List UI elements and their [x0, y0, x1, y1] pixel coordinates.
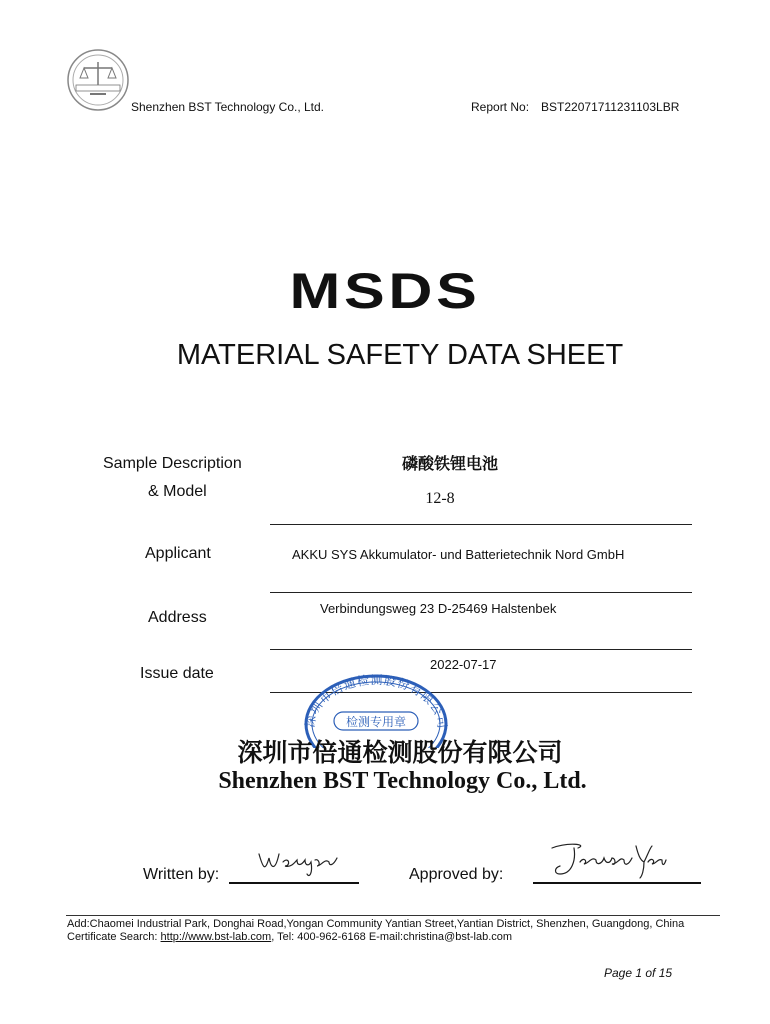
applicant-label: Applicant [145, 545, 211, 562]
approved-by-line [533, 882, 701, 884]
issue-date-label: Issue date [140, 665, 214, 682]
sample-description-value: 磷酸铁锂电池 [401, 454, 498, 473]
written-by-line [229, 882, 359, 884]
company-logo [66, 48, 130, 112]
footer-contact [67, 931, 512, 943]
report-label: Report No: [471, 100, 530, 114]
footer-address: Add:Chaomei Industrial Park, Donghai Road,Yongan Community Yantian Street,Yantian District, Shenzhen, Guangdong, China [67, 918, 685, 930]
divider [270, 592, 692, 593]
model-value: 12-8 [425, 490, 455, 507]
address-value: Verbindungsweg 23 D-25469 Halstenbek [320, 601, 557, 616]
report-number-value: BST22071711231103LBR [541, 100, 680, 114]
written-by-label: Written by: [143, 866, 220, 883]
address-label: Address [148, 609, 207, 626]
divider [270, 524, 692, 525]
issue-date-value: 2022-07-17 [430, 657, 497, 672]
stamp-outer-text: 深圳市倍通检测股份有限公司 [302, 672, 450, 731]
document-subtitle: MATERIAL SAFETY DATA SHEET [176, 339, 624, 371]
approved-by-label: Approved by: [409, 866, 504, 883]
company-name-english: Shenzhen BST Technology Co., Ltd. [218, 768, 587, 794]
document-title: MSDS [289, 263, 481, 319]
header-company-name: Shenzhen BST Technology Co., Ltd. [131, 100, 325, 114]
footer-divider [66, 915, 720, 916]
model-label: & Model [148, 483, 207, 500]
divider [270, 649, 692, 650]
written-by-signature [255, 844, 341, 878]
company-name-chinese: 深圳市倍通检测股份有限公司 [237, 738, 563, 767]
certificate-search-label: Certificate Search: [67, 931, 161, 943]
applicant-value: AKKU SYS Akkumulator- und Batterietechnik Nord GmbH [292, 547, 625, 562]
sample-description-label: Sample Description [103, 455, 242, 472]
stamp-inner-text: 检测专用章 [345, 715, 407, 729]
report-number [471, 100, 679, 114]
page-number: Page 1 of 15 [604, 966, 673, 980]
certificate-search-link[interactable]: http://www.bst-lab.com [160, 931, 272, 943]
footer-contact-details: , Tel: 400-962-6168 E-mail:christina@bst-lab.com [271, 931, 513, 943]
approved-by-signature [548, 840, 668, 882]
